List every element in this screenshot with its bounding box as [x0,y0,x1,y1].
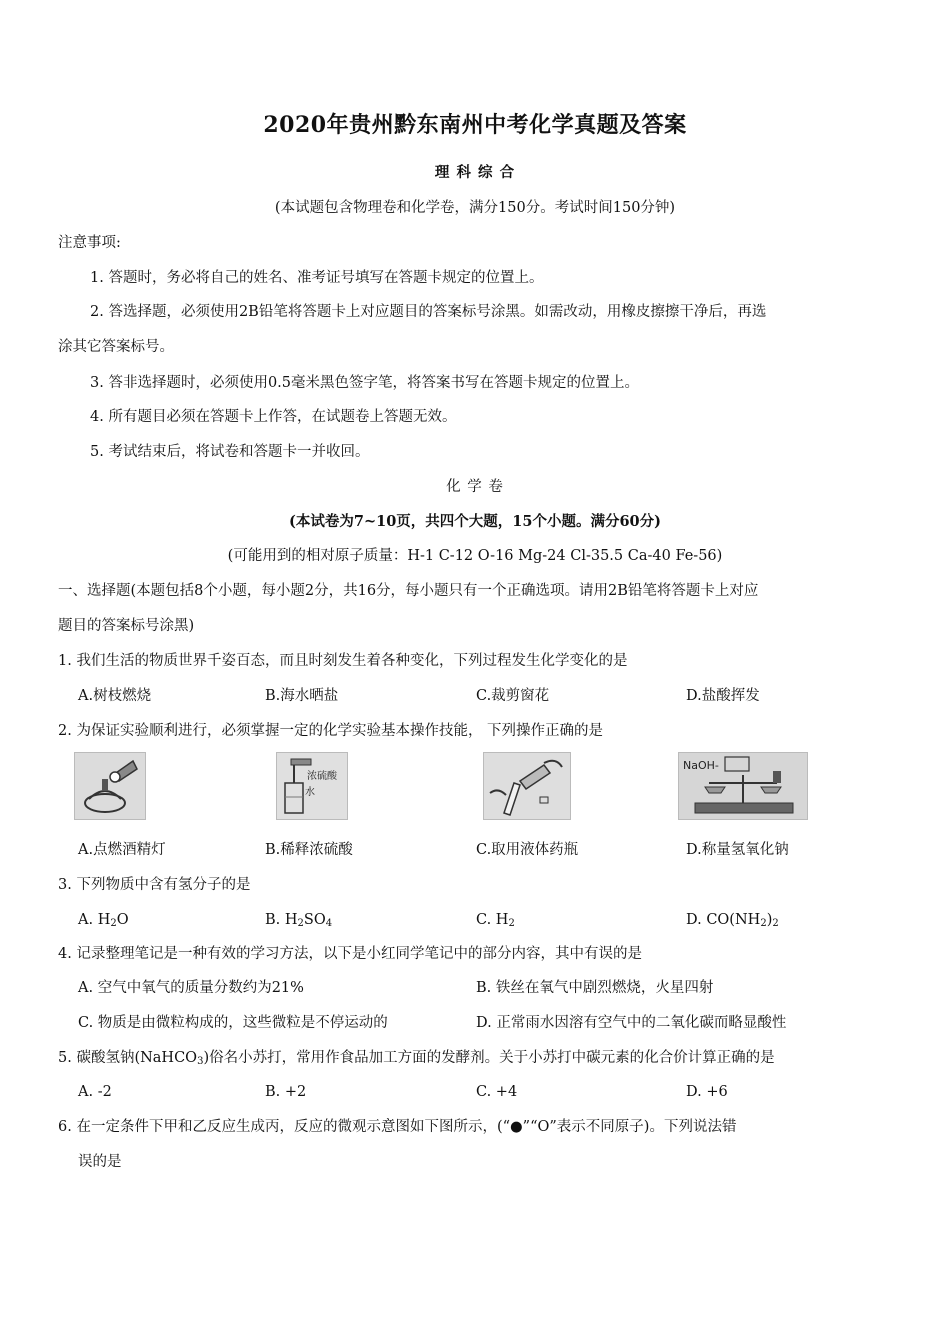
notice-item: 4. 所有题目必须在答题卡上作答，在试题卷上答题无效。 [90,409,457,425]
notice-heading: 注意事项: [58,235,121,251]
water-label: 水 [305,787,315,798]
question-6-stem: 6. 在一定条件下甲和乙反应生成丙，反应的微观示意图如下图所示，(“●”“O”表示不同原子)。下列说法错 [58,1119,737,1135]
page-title: 2020年贵州黔东南州中考化学真题及答案 [263,112,687,138]
q5-option-a: A. -2 [78,1084,112,1100]
q4-option-a: A. 空气中氧气的质量分数约为21% [78,980,304,996]
atomic-masses: (可能用到的相对原子质量：H-1 C-12 O-16 Mg-24 Cl-35.5 Ca-40 Fe-56) [227,548,723,564]
q2-option-c: C.取用液体药瓶 [476,842,579,858]
q4-option-d: D. 正常雨水因溶有空气中的二氧化碳而略显酸性 [476,1015,787,1031]
section-heading: 一、选择题(本题包括8个小题，每小题2分，共16分，每小题只有一个正确选项。请用2B铅笔将答题卡上对应 [58,583,759,599]
chem-heading: 化 学 卷 [446,479,504,495]
q2-option-a: A.点燃酒精灯 [78,842,166,858]
acid-label: 浓硫酸 [307,771,337,782]
q1-option-c: C.裁剪窗花 [476,688,550,704]
question-5-stem: 5. 碳酸氢钠(NaHCO$_3$)俗名小苏打，常用作食品加工方面的发酵剂。关于小苏打中碳元素的化合价计算正确的是 [58,1050,775,1067]
question-3-stem: 3. 下列物质中含有氢分子的是 [58,877,251,893]
q5-option-d: D. +6 [686,1084,728,1100]
q4-option-c: C. 物质是由微粒构成的，这些微粒是不停运动的 [78,1015,388,1031]
q1-option-d: D.盐酸挥发 [686,688,760,704]
question-4-stem: 4. 记录整理笔记是一种有效的学习方法，以下是小红同学笔记中的部分内容，其中有误的是 [58,946,642,962]
q5-option-b: B. +2 [265,1084,307,1100]
q5-option-c: C. +4 [476,1084,518,1100]
liquid-reagent-image [483,752,571,820]
q3-option-a: A. $H_2O$ [78,912,129,929]
section-heading-continued: 题目的答案标号涂黑) [58,618,195,634]
notice-item: 3. 答非选择题时，必须使用0.5毫米黑色签字笔，将答案书写在答题卡规定的位置上。 [90,375,640,391]
dilute-acid-image [276,752,348,820]
q1-option-a: A.树枝燃烧 [78,688,152,704]
notice-item-continued: 涂其它答案标号。 [58,339,174,355]
notice-item: 5. 考试结束后，将试卷和答题卡一并收回。 [90,444,370,460]
q1-option-b: B.海水晒盐 [265,688,339,704]
naoh-label: NaOH- [683,759,719,772]
alcohol-lamp-image [74,752,146,820]
balance-scale-image [678,752,808,820]
chem-scope: (本试卷为7~10页，共四个大题，15个小题。满分60分) [289,513,661,530]
q3-option-d: D. $CO(NH_2)_2$ [686,912,779,929]
exam-info: (本试题包含物理卷和化学卷，满分150分。考试时间150分钟) [274,200,676,216]
notice-item: 1. 答题时，务必将自己的姓名、准考证号填写在答题卡规定的位置上。 [90,270,544,286]
q4-option-b: B. 铁丝在氧气中剧烈燃烧，火星四射 [476,980,714,996]
question-2-stem: 2. 为保证实验顺利进行，必须掌握一定的化学实验基本操作技能， 下列操作正确的是 [58,723,604,739]
notice-item: 2. 答选择题，必须使用2B铅笔将答题卡上对应题目的答案标号涂黑。如需改动，用橡皮擦擦干净后，再选 [90,304,767,320]
q3-option-c: C. $H_2$ [476,912,515,929]
q2-option-d: D.称量氢氧化钠 [686,842,789,858]
subtitle: 理 科 综 合 [434,164,516,181]
question-6-stem-continued: 误的是 [78,1154,122,1170]
question-1-stem: 1. 我们生活的物质世界千姿百态，而且时刻发生着各种变化，下列过程发生化学变化的是 [58,653,628,669]
q2-option-b: B.稀释浓硫酸 [265,842,353,858]
q3-option-b: B. $H_2SO_4$ [265,912,333,929]
